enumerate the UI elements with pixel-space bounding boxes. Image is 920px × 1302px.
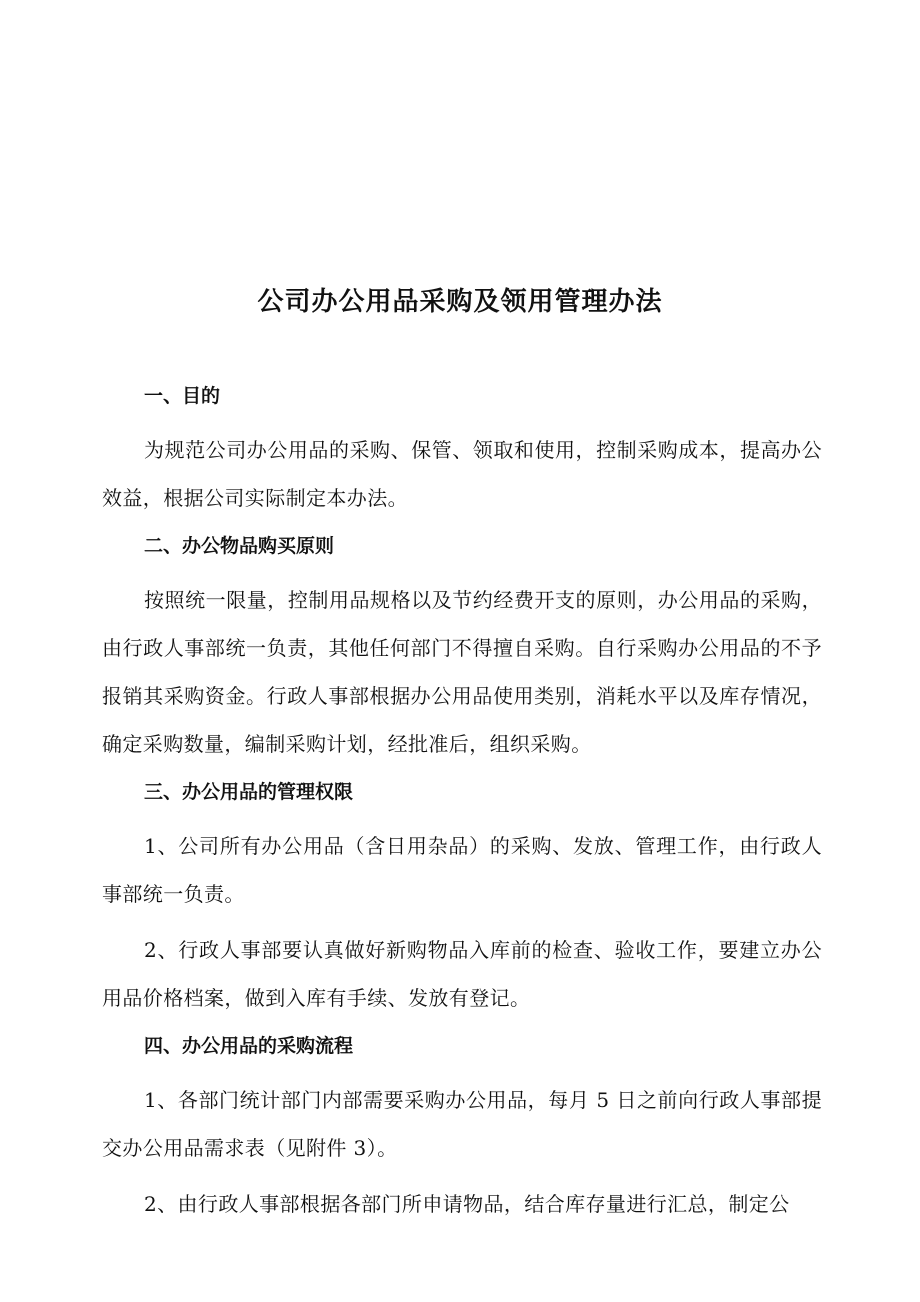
section-heading: 一、目的	[144, 385, 221, 407]
section-heading: 二、办公物品购买原则	[144, 535, 335, 557]
section-heading: 四、办公用品的采购流程	[144, 1035, 354, 1057]
document-title: 公司办公用品采购及领用管理办法	[257, 287, 663, 317]
section-paragraph: 为规范公司办公用品的采购、保管、领取和使用，控制采购成本，提高办公效益，根据公司实际制定本办法。	[102, 438, 822, 510]
section-paragraph: 1、公司所有办公用品（含日用杂品）的采购、发放、管理工作，由行政人事部统一负责。	[102, 834, 822, 906]
section-paragraph: 按照统一限量，控制用品规格以及节约经费开支的原则，办公用品的采购，由行政人事部统一负责，其他任何部门不得擅自采购。自行采购办公用品的不予报销其采购资金。行政人事部根据办公用品使用类别，消耗水平以及库存情况，确定采购数量，编制采购计划，经批准后，组织采购。	[102, 588, 822, 756]
section-paragraph: 2、由行政人事部根据各部门所申请物品，结合库存量进行汇总，制定公	[144, 1192, 790, 1216]
section-purpose	[102, 380, 822, 522]
section-management-authority	[102, 776, 822, 1022]
section-heading: 三、办公用品的管理权限	[144, 781, 354, 803]
section-purchase-process	[102, 1030, 822, 1228]
section-paragraph: 2、行政人事部要认真做好新购物品入库前的检查、验收工作，要建立办公用品价格档案，做到入库有手续、发放有登记。	[102, 938, 822, 1010]
document-body	[102, 380, 822, 1236]
section-paragraph: 1、各部门统计部门内部需要采购办公用品，每月 5 日之前向行政人事部提交办公用品需求表（见附件 3）。	[102, 1088, 822, 1160]
section-purchase-principle	[102, 530, 822, 768]
